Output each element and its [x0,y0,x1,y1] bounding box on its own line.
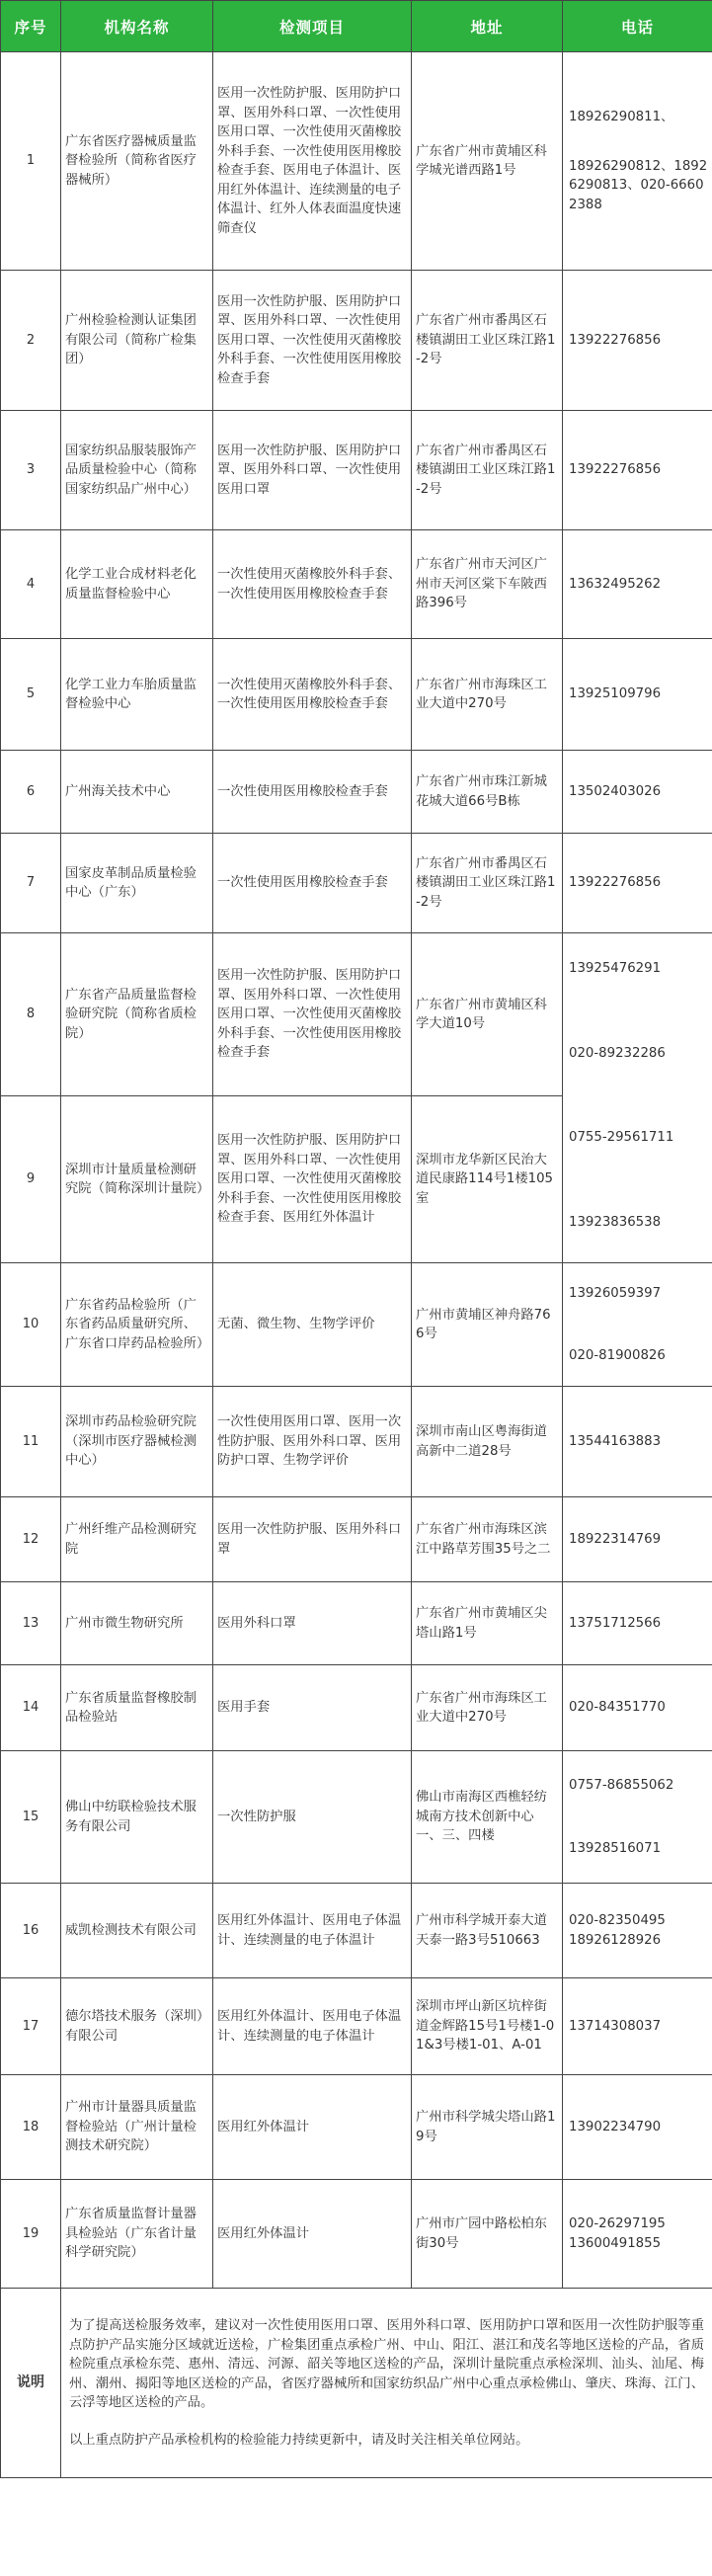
test-items: 一次性使用医用橡胶检查手套 [213,834,412,933]
institution-address: 广东省广州市珠江新城花城大道66号B栋 [412,751,563,834]
institution-name: 威凯检测技术有限公司 [61,1884,213,1978]
table-row [1,751,712,834]
table-row [1,1751,712,1884]
institution-address: 广东省广州市番禺区石楼镇湖田工业区珠江路1-2号 [412,271,563,411]
institution-phone [563,1751,712,1884]
institution-name: 广东省产品质量监督检验研究院（简称省质检院） [61,933,213,1096]
phone-number: 13922276856 [569,462,662,478]
phone-number: 13544163883 [569,1433,662,1449]
table-row [1,1665,712,1751]
row-number: 16 [1,1884,61,1978]
institution-name: 广州纤维产品检测研究院 [61,1497,213,1582]
institution-name: 广东省医疗器械质量监督检验所（简称省医疗器械所） [61,52,213,271]
institution-phone [563,834,712,933]
note-paragraph: 以上重点防护产品承检机构的检验能力持续更新中，请及时关注相关单位网站。 [69,2432,529,2448]
row-number: 14 [1,1665,61,1751]
row-number: 5 [1,639,61,751]
table-header-row [1,1,712,52]
test-items: 医用外科口罩 [213,1582,412,1665]
phone-number: 18926128926 [569,1932,662,1948]
note-row [1,2289,712,2478]
institution-name: 广州检验检测认证集团有限公司（简称广检集团） [61,271,213,411]
institution-phone [563,411,712,530]
row-number: 10 [1,1263,61,1387]
institution-address: 广东省广州市海珠区工业大道中270号 [412,639,563,751]
institution-name: 德尔塔技术服务（深圳）有限公司 [61,1978,213,2075]
institution-address: 广东省广州市黄埔区尖塔山路1号 [412,1582,563,1665]
test-items: 医用红外体温计、医用电子体温计、连续测量的电子体温计 [213,1978,412,2075]
institution-address: 广东省广州市黄埔区科学大道10号 [412,933,563,1096]
institution-phone-merged [563,933,712,1263]
phone-number: 18922314769 [569,1531,662,1547]
row-number: 7 [1,834,61,933]
table-row [1,52,712,271]
test-items: 一次性使用灭菌橡胶外科手套、一次性使用医用橡胶检查手套 [213,530,412,639]
table-row [1,271,712,411]
test-items: 医用一次性防护服、医用防护口罩、医用外科口罩、一次性使用医用口罩、一次性使用灭菌橡胶外科手套、一次性使用医用橡胶检查手套、医用电子体温计、医用红外体温计、连续测量的电子体温计、红外人体表面温度快速筛查仪 [213,52,412,271]
row-number: 3 [1,411,61,530]
institution-phone [563,271,712,411]
test-items: 医用手套 [213,1665,412,1751]
phone-number: 13925476291 [569,961,662,976]
test-items: 医用一次性防护服、医用防护口罩、医用外科口罩、一次性使用医用口罩、一次性使用灭菌橡胶外科手套、一次性使用医用橡胶检查手套、医用红外体温计 [213,1096,412,1263]
institution-name: 深圳市药品检验研究院（深圳市医疗器械检测中心） [61,1387,213,1497]
institution-phone [563,751,712,834]
institution-phone [563,2180,712,2289]
phone-number: 13600491855 [569,2235,662,2251]
row-number: 8 [1,933,61,1096]
institution-address: 广州市黄埔区神舟路766号 [412,1263,563,1387]
test-items: 无菌、微生物、生物学评价 [213,1263,412,1387]
phone-number: 13632495262 [569,576,662,592]
institution-phone [563,1497,712,1582]
table-row [1,1497,712,1582]
institution-phone [563,639,712,751]
institution-name: 广东省质量监督橡胶制品检验站 [61,1665,213,1751]
phone-number: 13902234790 [569,2119,662,2134]
header-name: 机构名称 [61,1,213,52]
phone-number: 020-82350495 [569,1913,666,1928]
row-number: 15 [1,1751,61,1884]
row-number: 12 [1,1497,61,1582]
table-row [1,2180,712,2289]
header-no: 序号 [1,1,61,52]
row-number: 6 [1,751,61,834]
phone-number: 13502403026 [569,783,662,799]
test-items: 一次性使用医用橡胶检查手套 [213,751,412,834]
phone-number: 13928516071 [569,1840,662,1856]
institution-name: 广州市计量器具质量监督检验站（广州计量检测技术研究院） [61,2075,213,2180]
phone-number: 0757-86855062 [569,1778,674,1793]
phone-number: 18926290811、 [569,110,674,124]
test-items: 一次性使用灭菌橡胶外科手套、一次性使用医用橡胶检查手套 [213,639,412,751]
phone-number: 13922276856 [569,875,662,891]
header-items: 检测项目 [213,1,412,52]
institution-name: 国家皮革制品质量检验中心（广东） [61,834,213,933]
test-items: 一次性使用医用口罩、医用一次性防护服、医用外科口罩、医用防护口罩、生物学评价 [213,1387,412,1497]
test-items: 医用一次性防护服、医用防护口罩、医用外科口罩、一次性使用医用口罩、一次性使用灭菌橡胶外科手套、一次性使用医用橡胶检查手套 [213,933,412,1096]
institution-address: 深圳市南山区粤海街道高新中二道28号 [412,1387,563,1497]
phone-number: 020-81900826 [569,1348,666,1363]
institution-phone [563,52,712,271]
row-number: 4 [1,530,61,639]
institution-address: 广东省广州市番禺区石楼镇湖田工业区珠江路1-2号 [412,834,563,933]
test-items: 一次性防护服 [213,1751,412,1884]
institution-phone [563,1263,712,1387]
institution-address: 广东省广州市天河区广州市天河区棠下车陂西路396号 [412,530,563,639]
test-items: 医用一次性防护服、医用防护口罩、医用外科口罩、一次性使用医用口罩、一次性使用灭菌橡胶外科手套、一次性使用医用橡胶检查手套 [213,271,412,411]
test-items: 医用一次性防护服、医用外科口罩 [213,1497,412,1582]
table-row [1,1978,712,2075]
institution-name: 深圳市计量质量检测研究院（简称深圳计量院） [61,1096,213,1263]
table-row [1,933,712,1096]
row-number: 1 [1,52,61,271]
institution-address: 佛山市南海区西樵轻纺城南方技术创新中心一、三、四楼 [412,1751,563,1884]
row-number: 11 [1,1387,61,1497]
institution-name: 广州市微生物研究所 [61,1582,213,1665]
institution-address: 广东省广州市海珠区滨江中路草芳围35号之二 [412,1497,563,1582]
institution-address: 广东省广州市番禺区石楼镇湖田工业区珠江路1-2号 [412,411,563,530]
row-number: 19 [1,2180,61,2289]
institution-phone [563,530,712,639]
header-address: 地址 [412,1,563,52]
table-row [1,1582,712,1665]
phone-number: 13923836538 [569,1214,662,1230]
row-number: 17 [1,1978,61,2075]
test-items: 医用红外体温计 [213,2180,412,2289]
table-row [1,1884,712,1978]
table-row [1,834,712,933]
row-number: 18 [1,2075,61,2180]
row-number: 2 [1,271,61,411]
test-items: 医用红外体温计、医用电子体温计、连续测量的电子体温计 [213,1884,412,1978]
institution-address: 广州市科学城尖塔山路19号 [412,2075,563,2180]
institution-name: 广东省药品检验所（广东省药品质量研究所、广东省口岸药品检验所） [61,1263,213,1387]
institution-name: 化学工业力车胎质量监督检验中心 [61,639,213,751]
institution-name: 佛山中纺联检验技术服务有限公司 [61,1751,213,1884]
phone-number: 020-84351770 [569,1700,666,1716]
institution-phone [563,2075,712,2180]
institution-name: 广州海关技术中心 [61,751,213,834]
header-phone: 电话 [563,1,712,52]
note-label: 说明 [1,2289,61,2478]
phone-number: 020-26297195 [569,2216,666,2231]
institution-address: 广东省广州市黄埔区科学城光谱西路1号 [412,52,563,271]
test-items: 医用一次性防护服、医用防护口罩、医用外科口罩、一次性使用医用口罩 [213,411,412,530]
note-paragraph: 为了提高送检服务效率，建议对一次性使用医用口罩、医用外科口罩、医用防护口罩和医用一次性防护服等重点防护产品实施分区域就近送检，广检集团重点承检广州、中山、阳江、湛江和茂名等地区送检的产品，省质检院重点承检东莞、惠州、清远、河源、韶关等地区送检的产品，深圳计量院重点承检深圳、汕头、汕尾、梅州、潮州、揭阳等地区送检的产品，省医疗器械所和国家纺织品广州中心重点承检佛山、肇庆、珠海、江门、云浮等地区送检的产品。 [69,2318,704,2410]
institution-name: 广东省质量监督计量器具检验站（广东省计量科学研究院） [61,2180,213,2289]
table-row [1,639,712,751]
phone-number: 020-89232286 [569,1045,666,1061]
phone-number: 13925109796 [569,686,662,702]
row-number: 9 [1,1096,61,1263]
institution-name: 化学工业合成材料老化质量监督检验中心 [61,530,213,639]
phone-number: 13714308037 [569,2018,662,2034]
institution-phone [563,1978,712,2075]
institution-address: 广东省广州市海珠区工业大道中270号 [412,1665,563,1751]
institution-address: 广州市广园中路松柏东街30号 [412,2180,563,2289]
table-row [1,411,712,530]
phone-number: 0755-29561711 [569,1130,674,1145]
test-items: 医用红外体温计 [213,2075,412,2180]
institution-address: 深圳市坪山新区坑梓街道金辉路15号1号楼1-01&3号楼1-01、A-01 [412,1978,563,2075]
table-row [1,530,712,639]
phone-number: 13922276856 [569,332,662,348]
phone-number: 18926290812、18926290813、020-66602388 [569,158,708,212]
institution-address: 深圳市龙华新区民治大道民康路114号1楼105室 [412,1096,563,1263]
institution-phone [563,1387,712,1497]
institution-phone [563,1582,712,1665]
table-row [1,1263,712,1387]
phone-number: 13751712566 [569,1615,662,1631]
institution-address: 广州市科学城开泰大道天泰一路3号510663 [412,1884,563,1978]
phone-number: 13926059397 [569,1285,662,1301]
row-number: 13 [1,1582,61,1665]
table-row [1,2075,712,2180]
institution-phone [563,1884,712,1978]
institution-phone [563,1665,712,1751]
institution-name: 国家纺织品服装服饰产品质量检验中心（简称国家纺织品广州中心） [61,411,213,530]
table-row [1,1387,712,1497]
note-content [61,2289,712,2478]
